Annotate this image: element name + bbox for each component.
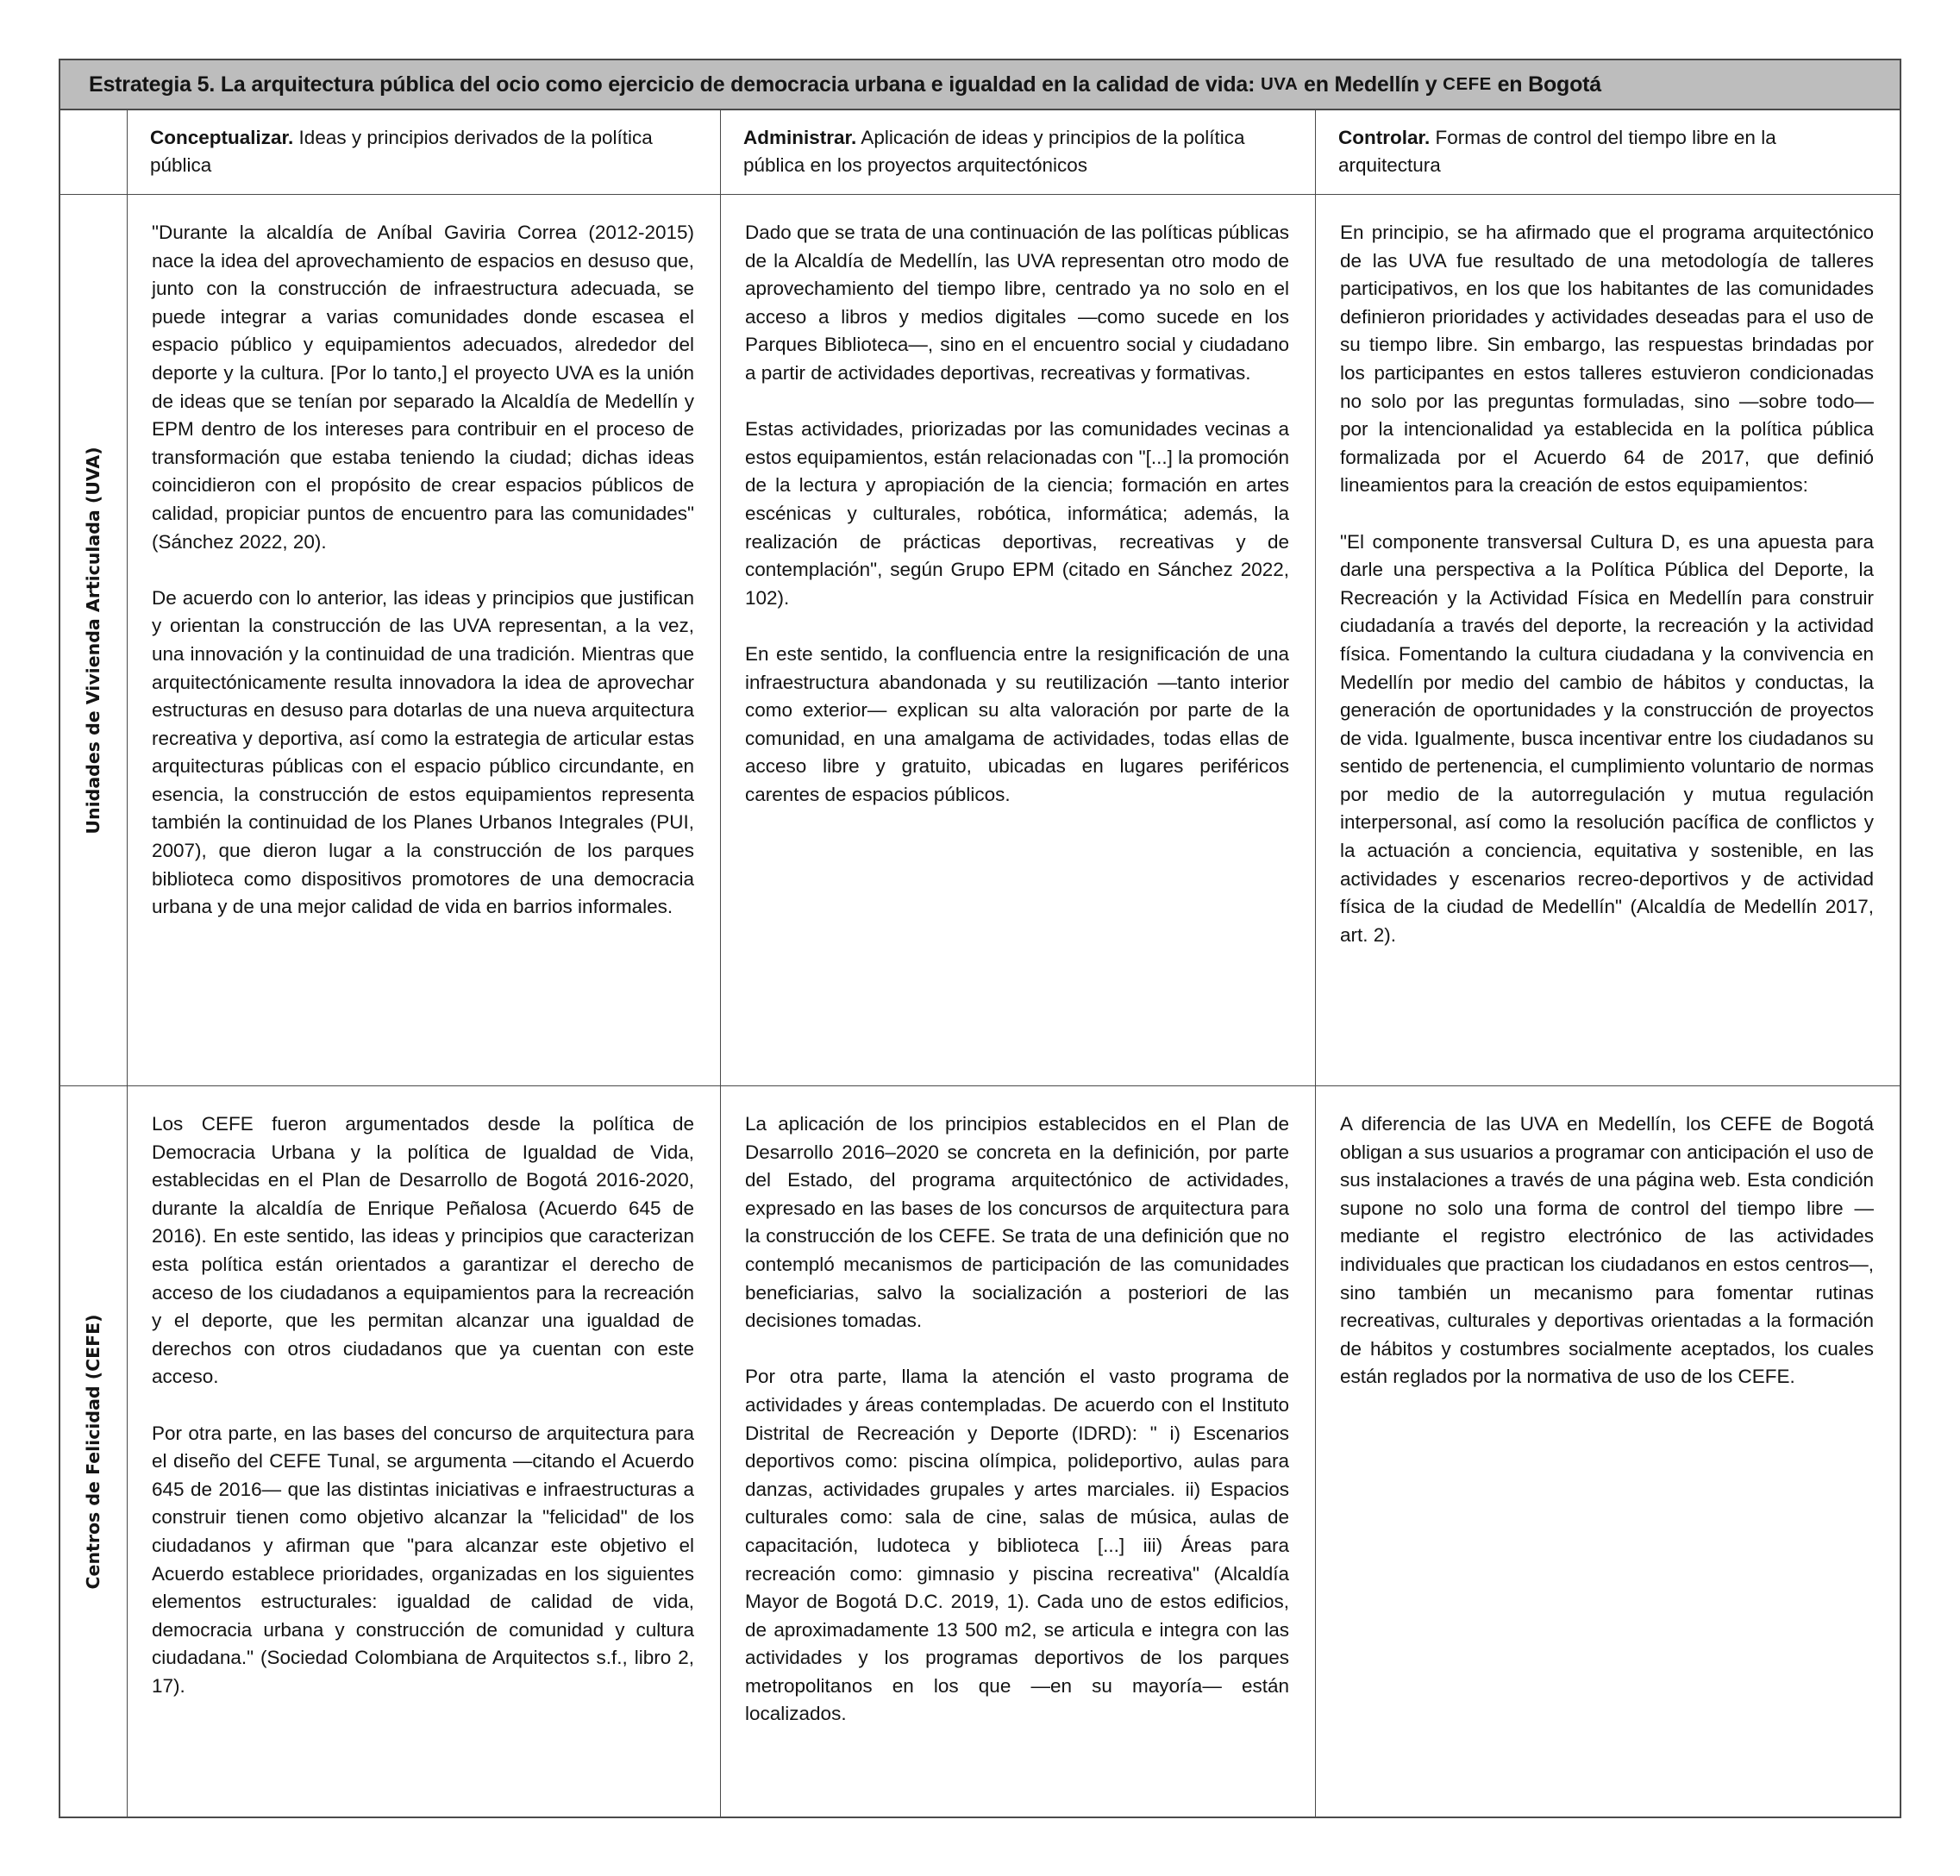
cell-uva-conceptualizar [127, 195, 720, 1085]
column-header-bold: Controlar. [1338, 127, 1431, 148]
row-label-cefe: Centros de Felicidad (CEFE) [82, 1313, 103, 1590]
cell-uva-controlar [1315, 195, 1900, 1085]
paragraph: En principio, se ha afirmado que el programa arquitectónico de las UVA fue resultado de una metodología de talleres participativos, en los que los habitantes de las comunidades definieron prioridades y actividades deseadas para el uso de su tiempo libre. Sin embargo, las respuestas brindadas por los participantes en estos talleres estuvieron condicionadas no solo por las preguntas formuladas, sino —sobre todo— por la intencionalidad ya establecida en la política pública formalizada por el Acuerdo 64 de 2017, que definió lineamientos para la creación de estos equipamientos: [1340, 222, 1874, 497]
paragraph: De acuerdo con lo anterior, las ideas y principios que justifican y orientan la construcción de las UVA representan, a la vez, una innovación y la continuidad de una tradición. Mientras que arquitectónicamente resulta innovadora la idea de aprovechar estructuras en desuso para dotarlas de una nueva arquitectura recreativa y deportiva, así como la estrategia de articular estas arquitecturas públicas con el espacio público circundante, en esencia, la construcción de estos equipamientos representa también la continuidad de los Planes Urbanos Integrales (PUI, 2007), que dieron lugar a la construcción de los parques biblioteca como dispositivos promotores de una democracia urbana y de una mejor calidad de vida en barrios informales. [152, 586, 694, 918]
column-header-desc: Aplicación de ideas y principios de la política pública en los proyectos arquitectónicos [743, 127, 1250, 176]
title-suffix: en Bogotá [1491, 72, 1601, 97]
column-header-administrar [720, 110, 1315, 194]
paragraph: Dado que se trata de una continuación de las políticas públicas de la Alcaldía de Medellín, las UVA representan otro modo de aprovechamiento del tiempo libre, centrado ya no solo en el acceso a libros y medios digitales —como sucede en los Parques Biblioteca—, sino en el encuentro social y ciudadano a partir de actividades deportivas, recreativas y formativas. [745, 222, 1289, 384]
title-abbr-uva: UVA [1261, 74, 1299, 94]
column-header-bold: Administrar. [743, 127, 857, 148]
row-label-uva: Unidades de Vivienda Articulada (UVA) [82, 446, 103, 835]
paragraph: Los CEFE fueron argumentados desde la política de Democracia Urbana y la política de Igualdad de Vida, establecidas en el Plan de Desarrollo de Bogotá 2016-2020, durante la alcaldía de Enrique Peñalosa (Acuerdo 645 de 2016). En este sentido, las ideas y principios que caracterizan esta política están orientados a garantizar el derecho de acceso de los ciudadanos a equipamientos para la recreación y el deporte, que les permitan alcanzar una igualdad de derechos con otros ciudadanos que ya cuentan con este acceso. [152, 1113, 694, 1388]
paragraph: Por otra parte, en las bases del concurso de arquitectura para el diseño del CEFE Tunal, se argumenta —citando el Acuerdo 645 de 2016— que las distintas iniciativas e infraestructuras a construir tienen como objetivo alcanzar la "felicidad" de los ciudadanos y afirman que "para alcanzar este objetivo el Acuerdo establece prioridades, organizadas en los siguientes elementos estructurales: igualdad de calidad de vida, democracia urbana y construcción de comunidad y cultura ciudadana." (Sociedad Colombiana de Arquitectos s.f., libro 2, 17). [152, 1422, 694, 1697]
table-row-cefe [60, 1086, 1900, 1817]
paragraph: A diferencia de las UVA en Medellín, los CEFE de Bogotá obligan a sus usuarios a programar con anticipación el uso de sus instalaciones a través de una página web. Esta condición supone no solo una forma de control del tiempo libre —mediante el registro electrónico de las actividades individuales que practican los ciudadanos en estos centros—, sino también un mecanismo para fomentar rutinas recreativas, culturales y deportivas orientadas a la formación de hábitos y costumbres socialmente aceptados, los cuales están reglados por la normativa de uso de los CEFE. [1340, 1113, 1874, 1388]
title-mid: en Medellín y [1298, 72, 1443, 97]
cell-cefe-conceptualizar [127, 1086, 720, 1817]
column-header-desc: Formas de control del tiempo libre en la arquitectura [1338, 127, 1782, 176]
column-header-controlar [1315, 110, 1900, 194]
paragraph: "El componente transversal Cultura D, es una apuesta para darle una perspectiva a la Política Pública del Deporte, la Recreación y la Actividad Física en Medellín para construir ciudadanía a través del deporte, la recreación y la actividad física. Fomentando la cultura ciudadana y la convivencia en Medellín por medio del cambio de hábitos y conductas, la generación de oportunidades y la construcción de proyectos de vida. Igualmente, busca incentivar entre los ciudadanos su sentido de pertenencia, el cumplimiento voluntario de normas por medio de la autorregulación y mutua regulación interpersonal, así como la resolución pacífica de conflictos y la actuación a conciencia, equitativa y sostenible, en las actividades y escenarios recreo-deportivos y de actividad física de la ciudad de Medellín" (Alcaldía de Medellín 2017, art. 2). [1340, 530, 1874, 946]
corner-cell [60, 110, 127, 194]
table-row-uva [60, 195, 1900, 1086]
row-label-cell [60, 195, 127, 1085]
cell-uva-administrar [720, 195, 1315, 1085]
cell-cefe-administrar [720, 1086, 1315, 1817]
strategy-table [59, 59, 1901, 1818]
title-prefix: Estrategia 5. La arquitectura pública del ocio como ejercicio de democracia urbana e igualdad en la calidad de vida: [89, 72, 1261, 97]
paragraph: La aplicación de los principios establecidos en el Plan de Desarrollo 2016–2020 se concreta en la definición, por parte del Estado, del programa arquitectónico de actividades, expresado en las bases de los concursos de arquitectura para la construcción de los CEFE. Se trata de una definición que no contempló mecanismos de participación de las comunidades beneficiarias, salvo la socialización a posteriori de las decisiones tomadas. [745, 1113, 1289, 1332]
paragraph: Estas actividades, priorizadas por las comunidades vecinas a estos equipamientos, están relacionadas con "[...] la promoción de la lectura y apropiación de la ciencia; formación en artes escénicas y culturales, robótica, informática; además, la realización de prácticas deportivas, recreativas y de contemplación", según Grupo EPM (citado en Sánchez 2022, 102). [745, 418, 1289, 609]
paragraph: "Durante la alcaldía de Aníbal Gaviria Correa (2012-2015) nace la idea del aprovechamiento de espacios en desuso que, junto con la construcción de infraestructura adecuada, se puede integrar a varias comunidades donde escasea el espacio público y equipamientos adecuados, alrededor del deporte y la cultura. [Por lo tanto,] el proyecto UVA es la unión de ideas que se tenían por separado la Alcaldía de Medellín y EPM dentro de los intereses para contribuir en el proceso de transformación que estaba teniendo la ciudad; dichas ideas coincidieron con el propósito de crear espacios públicos de calidad, propiciar puntos de encuentro para las comunidades" (Sánchez 2022, 20). [152, 222, 694, 553]
title-abbr-cefe: CEFE [1443, 74, 1492, 94]
column-header-desc: Ideas y principios derivados de la política pública [150, 127, 659, 176]
paragraph: Por otra parte, llama la atención el vasto programa de actividades y áreas contempladas. De acuerdo con el Instituto Distrital de Recreación y Deporte (IDRD): " i) Escenarios deportivos como: piscina olímpica, polideportivo, aulas para danzas, actividades grupales y artes marciales. ii) Espacios culturales como: sala de cine, salas de música, aulas de capacitación, ludoteca y biblioteca [...] iii) Áreas para recreación como: gimnasio y piscina recreativa" (Alcaldía Mayor de Bogotá D.C. 2019, 1). Cada uno de estos edificios, de aproximadamente 13 500 m2, se articula e integra con las actividades y los programas deportivos de los parques metropolitanos en los que —en su mayoría— están localizados. [745, 1366, 1289, 1725]
table-title [60, 60, 1900, 110]
cell-cefe-controlar [1315, 1086, 1900, 1817]
column-header-bold: Conceptualizar. [150, 127, 294, 148]
paragraph: En este sentido, la confluencia entre la resignificación de una infraestructura abandonada y su reutilización —tanto interior como exterior— explican su alta valoración por parte de la comunidad, en una amalgama de actividades, todas ellas de acceso libre y gratuito, ubicadas en lugares periféricos carentes de espacios públicos. [745, 642, 1289, 805]
column-header-conceptualizar [127, 110, 720, 194]
column-header-row [60, 110, 1900, 195]
row-label-cell [60, 1086, 127, 1817]
